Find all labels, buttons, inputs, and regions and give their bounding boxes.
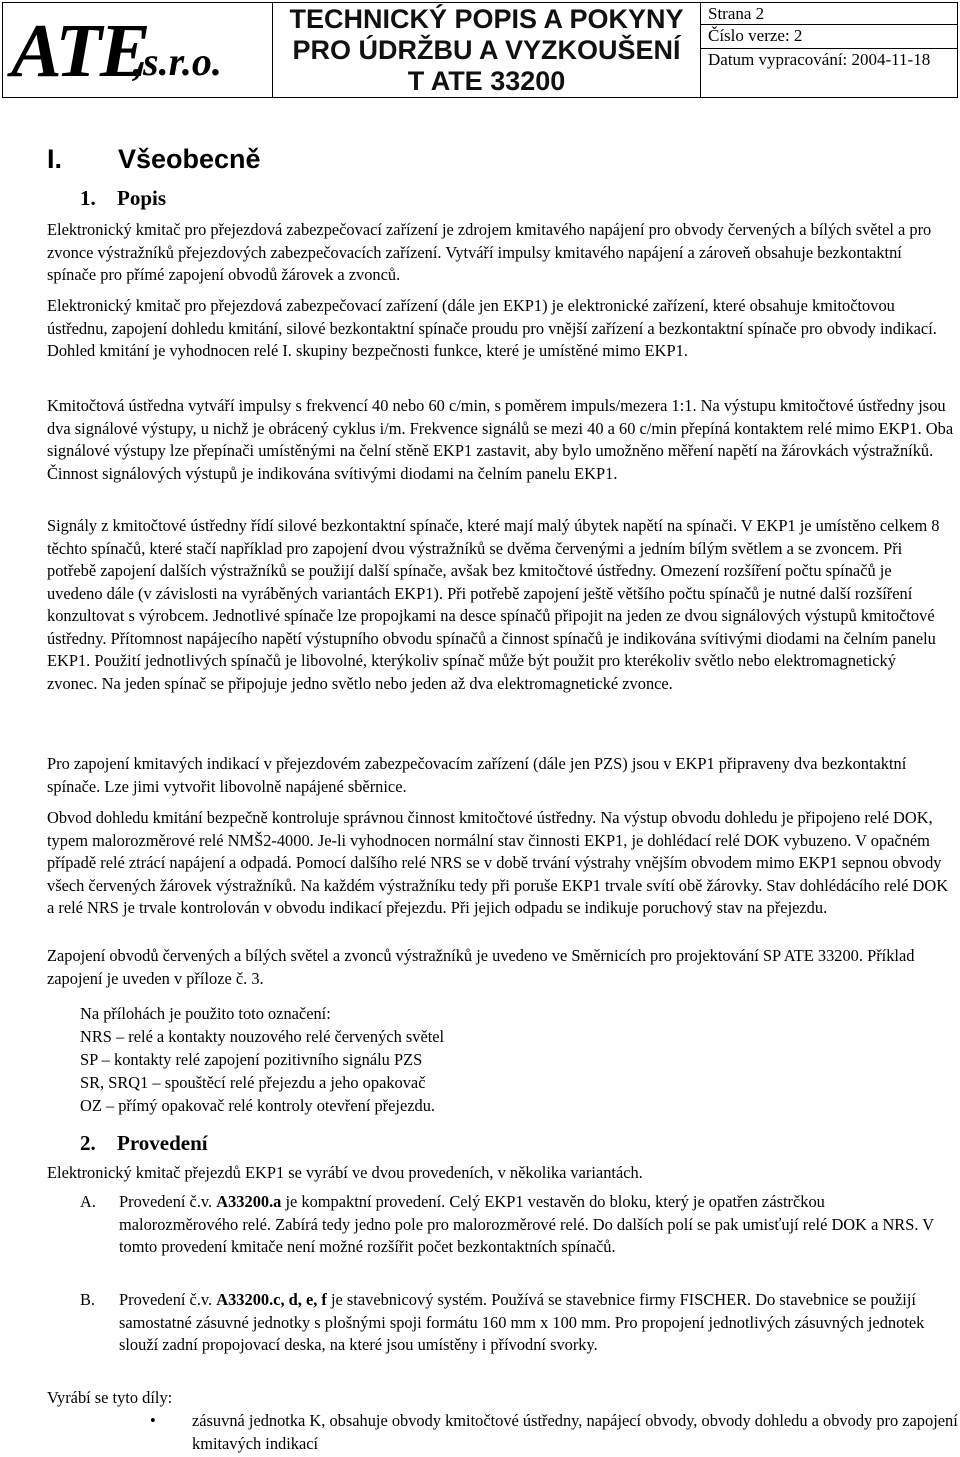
subsection-number: 1. <box>80 186 96 210</box>
title-line-3: T ATE 33200 <box>407 66 566 96</box>
variant-prefix: Provedení č.v. <box>119 1290 217 1309</box>
subsection-title: Provedení <box>117 1131 208 1155</box>
list-item: NRS – relé a kontakty nouzového relé červených světel <box>80 1027 445 1046</box>
list-item: OZ – přímý opakovač relé kontroly otevření přejezdu. <box>80 1096 436 1115</box>
bullet-text: zásuvná jednotka K, obsahuje obvody kmitočtové ústředny, napájecí obvody, obvody dohledu a obvody pro zapojení kmitavých indikací <box>192 1411 958 1453</box>
parts-intro: Vyrábí se tyto díly: <box>47 1388 173 1407</box>
page-number: Strana 2 <box>701 3 957 25</box>
variant-prefix: Provedení č.v. <box>119 1192 217 1211</box>
variant-description: je kompaktní provedení. Celý EKP1 vestavěn do bloku, který je opatřen zástrčkou malorozměrového relé. Zabírá tedy jedno pole pro malorozměrové relé. Do dalších polí se pak umisťují relé DOK a NRS. V tomto provedení kmitače není možné rozšířit počet bezkontaktních spínačů. <box>119 1192 934 1256</box>
variant-code: A33200.a <box>216 1192 282 1211</box>
paragraph: Elektronický kmitač pro přejezdová zabezpečovací zařízení je zdrojem kmitavého napájení pro obvody červených a bílých světel a pro zvonce výstražníků přejezdových zabezpečovacích zařízení. Vytváří impulsy kmitavého napájení a zároveň obsahuje bezkontaktní spínače pro přímé zapojení obvodů žárovek a zvonců. <box>47 220 932 284</box>
section-number: I. <box>47 144 63 174</box>
title-line-1: TECHNICKÝ POPIS A POKYNY <box>289 4 684 34</box>
subsection-number: 2. <box>80 1131 96 1155</box>
paragraph: Pro zapojení kmitavých indikací v přejezdovém zabezpečovacím zařízení (dále jen PZS) jsou v EKP1 připraveny dva bezkontaktní spínače. Lze jimi vytvořit libovolně napájené sběrnice. <box>47 754 907 796</box>
variant-letter: A. <box>80 1192 96 1211</box>
paragraph: Kmitočtová ústředna vytváří impulsy s frekvencí 40 nebo 60 c/min, s poměrem impuls/mezera 1:1. Na výstupu kmitočtové ústředny jsou dva signálové výstupy, u nichž je obrácený cyklus i/m. Frekvence signálů se mezi 40 a 60 c/min přepíná kontaktem relé mimo EKP1. Oba signálové výstupy lze přepínači umístěnými na čelní stěně EKP1 zastavit, aby bylo umožněno měření napětí na žárovkách výstražníků. Činnost signálových výstupů je indikována svítivými diodami na čelním panelu EKP1. <box>47 396 954 483</box>
paragraph: Elektronický kmitač přejezdů EKP1 se vyrábí ve dvou provedeních, v několika variantách. <box>47 1163 643 1182</box>
variant-code: A33200.c, d, e, f <box>216 1290 327 1309</box>
paragraph: Signály z kmitočtové ústředny řídí silové bezkontaktní spínače, které mají malý úbytek napětí na spínači. V EKP1 je umístěno celkem 8 těchto spínačů, které stačí například pro zapojení dvou výstražníků se dvěma červenými a jedním bílým světlem a se zvoncem. Při potřebě zapojení dalších výstražníků se použijí další spínače, avšak bez kmitočtové ústředny. Omezení rozšíření počtu spínačů je uvedeno dále (v závislosti na vyráběných variantách EKP1). Při potřebě zapojení ještě většího počtu spínačů je nutné další rozšíření konzultovat s výrobcem. Jednotlivé spínače lze propojkami na desce spínačů připojit na jeden ze dvou signálových výstupů kmitočtové ústředny. Přítomnost napájecího napětí výstupního obvodu spínačů a činnost spínačů je indikována svítivými diodami na čelním panelu EKP1. Použití jednotlivých spínačů je libovolné, kterýkoliv spínač může být použit pro kterékoliv světlo nebo elektromagnetický zvonec. Na jeden spínač se připojuje jedno světlo nebo jeden až dva elektromagnetické zvonce. <box>47 516 940 693</box>
document-title <box>273 3 701 97</box>
variant-item <box>47 1289 957 1381</box>
variant-text <box>119 1289 939 1357</box>
list-item: SR, SRQ1 – spouštěcí relé přejezdu a jeho opakovač <box>80 1073 426 1092</box>
issue-date: Datum vypracování: 2004-11-18 <box>708 50 931 69</box>
variant-letter: B. <box>80 1290 96 1309</box>
subsection-title: Popis <box>117 186 167 210</box>
logo-text: ATE <box>11 9 149 93</box>
document-header <box>2 2 958 98</box>
document-meta <box>701 3 957 97</box>
list-item: SP – kontakty relé zapojení pozitivního signálu PZS <box>80 1050 423 1069</box>
bullet-item <box>150 1410 960 1456</box>
variant-item <box>47 1191 957 1283</box>
bullet-icon: • <box>150 1411 156 1430</box>
labels-intro: Na přílohách je použito toto označení: <box>80 1004 331 1023</box>
variant-description: je stavebnicový systém. Používá se stavebnice firmy FISCHER. Do stavebnice se použijí samostatné zásuvné jednotky s plošnými spoji formátu 160 mm x 100 mm. Pro propojení jednotlivých zásuvných jednotek slouží zadní propojovací deska, na které jsou umístěny i přívodní svorky. <box>119 1290 925 1354</box>
paragraph: Elektronický kmitač pro přejezdová zabezpečovací zařízení (dále jen EKP1) je elektronické zařízení, které obsahuje kmitočtovou ústřednu, zapojení dohledu kmitání, silové bezkontaktní spínače proudu pro vnější zařízení a bezkontaktní spínače pro obvody indikací. Dohled kmitání je vyhodnocen relé I. skupiny bezpečnosti funkce, které je umístěné mimo EKP1. <box>47 296 937 360</box>
version-number: Číslo verze: 2 <box>701 25 957 49</box>
logo-suffix: ,s.r.o. <box>133 39 222 84</box>
title-line-2: PRO ÚDRŽBU A VYZKOUŠENÍ <box>292 35 681 65</box>
variant-text <box>119 1191 939 1259</box>
company-logo <box>3 3 273 97</box>
section-title: Všeobecně <box>118 144 261 174</box>
paragraph: Obvod dohledu kmitání bezpečně kontroluje správnou činnost kmitočtové ústředny. Na výstup obvodu dohledu je připojeno relé DOK, typem malorozměrové relé NMŠ2-4000. Je-li vyhodnocen normální stav činnosti EKP1, je dohlédací relé DOK vybuzeno. V opačném případě relé ztrácí napájení a odpadá. Pomocí dalšího relé NRS se v době trvání výstrahy vnějším obvodem mimo EKP1 sepnou obvody všech červených žárovek výstražníků. Na každém výstražníku tedy při poruše EKP1 trvale svítí obě žárovky. Stav dohlédácího relé DOK a relé NRS je trvale kontrolován v obvodu indikací přejezdu. Při jejich odpadu se indikuje poruchový stav na přejezdu. <box>47 808 949 917</box>
paragraph: Zapojení obvodů červených a bílých světel a zvonců výstražníků je uvedeno ve Směrnicích pro projektování SP ATE 33200. Příklad zapojení je uveden v příloze č. 3. <box>47 946 915 988</box>
